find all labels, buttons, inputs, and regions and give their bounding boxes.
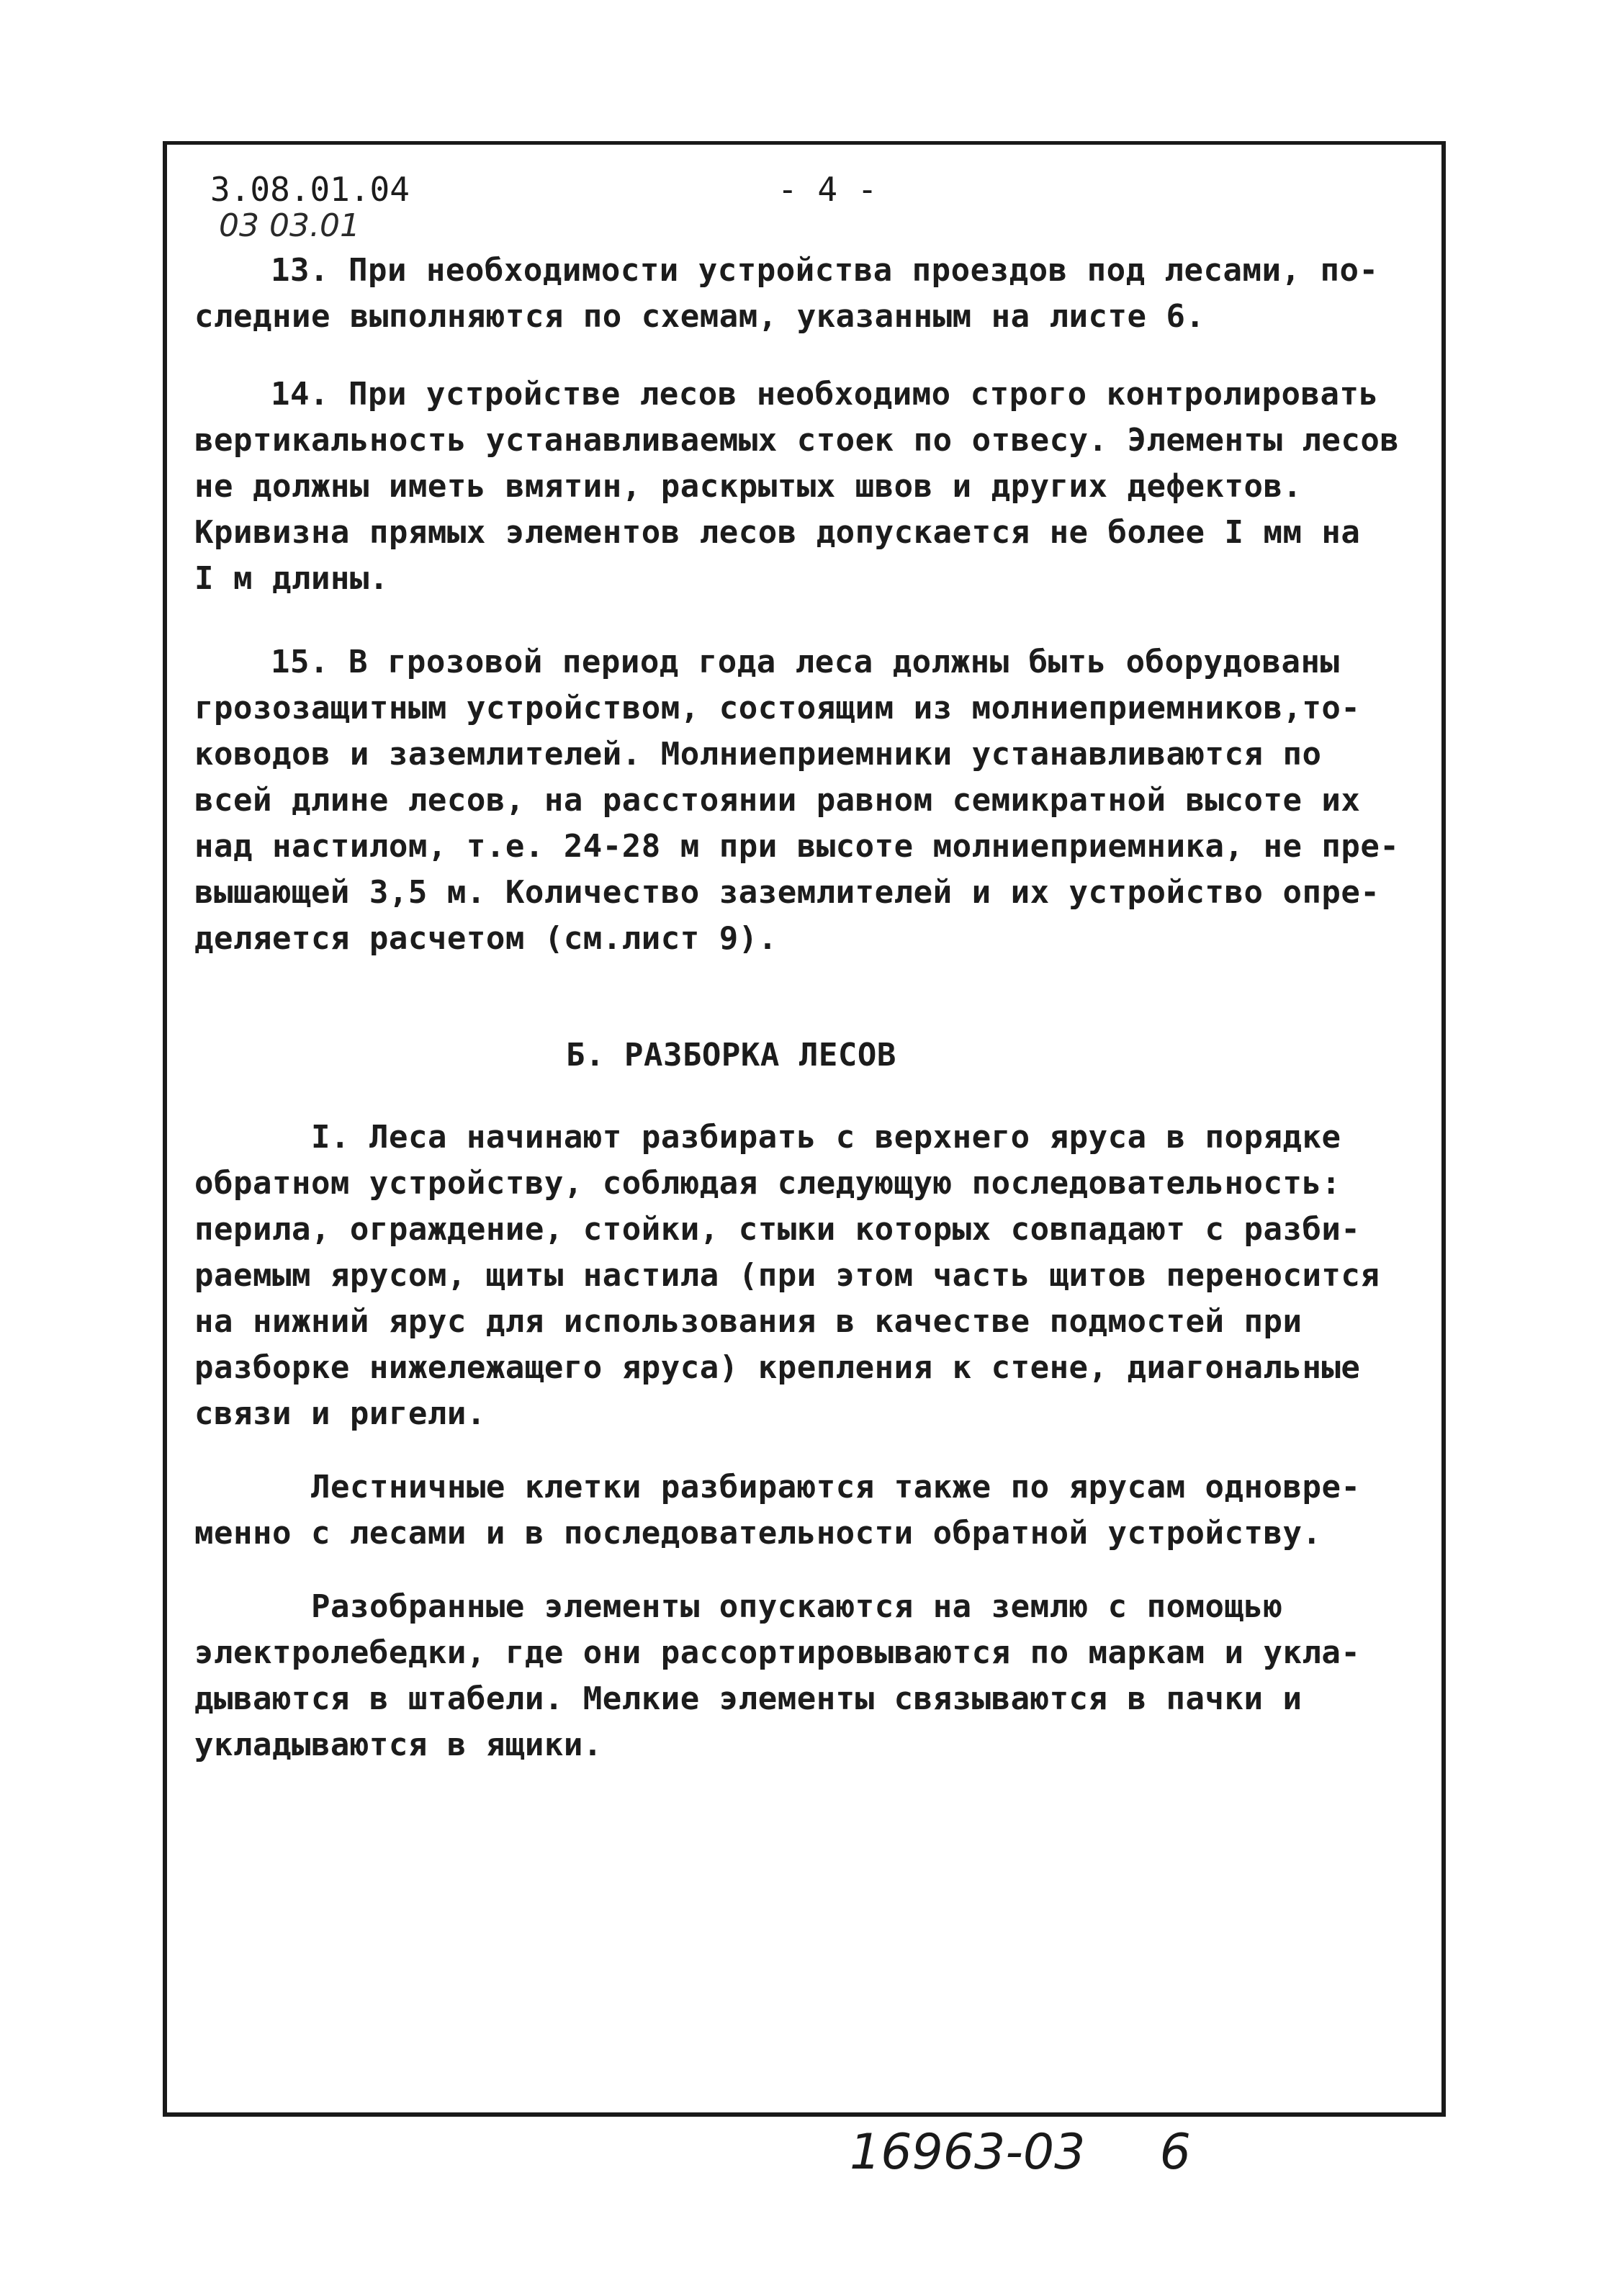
text-line: вышающей 3,5 м. Количество заземлителей и их устройство опре- <box>194 874 1380 911</box>
text-line: 14. При устройстве лесов необходимо строго контролировать <box>271 376 1379 413</box>
text-line: менно с лесами и в последовательности обратной устройству. <box>194 1515 1322 1552</box>
text-line: укладываются в ящики. <box>194 1726 603 1763</box>
text-line: деляется расчетом (см.лист 9). <box>194 920 778 957</box>
text-line: раемым ярусом, щиты настила (при этом часть щитов переносится <box>194 1257 1380 1294</box>
handwritten-code: 03 03.01 <box>219 207 360 244</box>
text-line: I. Леса начинают разбирать с верхнего яруса в порядке <box>311 1119 1341 1156</box>
text-line: 13. При необходимости устройства проездов под лесами, по- <box>271 252 1379 289</box>
text-line: Лестничные клетки разбираются также по ярусам одновре- <box>311 1469 1361 1505</box>
document-code: 3.08.01.04 <box>210 170 410 209</box>
text-line: Разобранные элементы опускаются на землю с помощью <box>311 1588 1283 1625</box>
text-line: ководов и заземлителей. Молниеприемники устанавливаются по <box>194 736 1322 773</box>
text-line: на нижний ярус для использования в качестве подмостей при <box>194 1303 1303 1340</box>
text-line: вертикальность устанавливаемых стоек по отвесу. Элементы лесов <box>194 422 1400 459</box>
page-number: - 4 - <box>778 170 878 209</box>
text-line: грозозащитным устройством, состоящим из молниеприемников,то- <box>194 690 1361 726</box>
text-line: перила, ограждение, стойки, стыки которых совпадают с разби- <box>194 1211 1361 1248</box>
text-line: следние выполняются по схемам, указанным на листе 6. <box>194 298 1205 335</box>
section-heading: Б. РАЗБОРКА ЛЕСОВ <box>566 1037 896 1073</box>
sheet-number: 6 <box>1159 2124 1191 2181</box>
text-line: над настилом, т.е. 24-28 м при высоте молниеприемника, не пре- <box>194 828 1400 865</box>
text-line: дываются в штабели. Мелкие элементы связываются в пачки и <box>194 1680 1303 1717</box>
text-line: не должны иметь вмятин, раскрытых швов и других дефектов. <box>194 468 1303 505</box>
doc-number: 16963-03 <box>850 2124 1086 2181</box>
text-line: электролебедки, где они рассортировываются по маркам и укла- <box>194 1634 1361 1671</box>
text-line: 15. В грозовой период года леса должны быть оборудованы <box>271 644 1340 680</box>
document-stamp <box>850 2124 1191 2181</box>
text-line: разборке нижележащего яруса) крепления к стене, диагональные <box>194 1349 1361 1386</box>
text-line: Кривизна прямых элементов лесов допускается не более I мм на <box>194 514 1361 551</box>
text-line: связи и ригели. <box>194 1395 486 1432</box>
text-line: I м длины. <box>194 560 389 597</box>
text-line: обратном устройству, соблюдая следующую последовательность: <box>194 1165 1341 1202</box>
text-line: всей длине лесов, на расстоянии равном семикратной высоте их <box>194 782 1361 819</box>
